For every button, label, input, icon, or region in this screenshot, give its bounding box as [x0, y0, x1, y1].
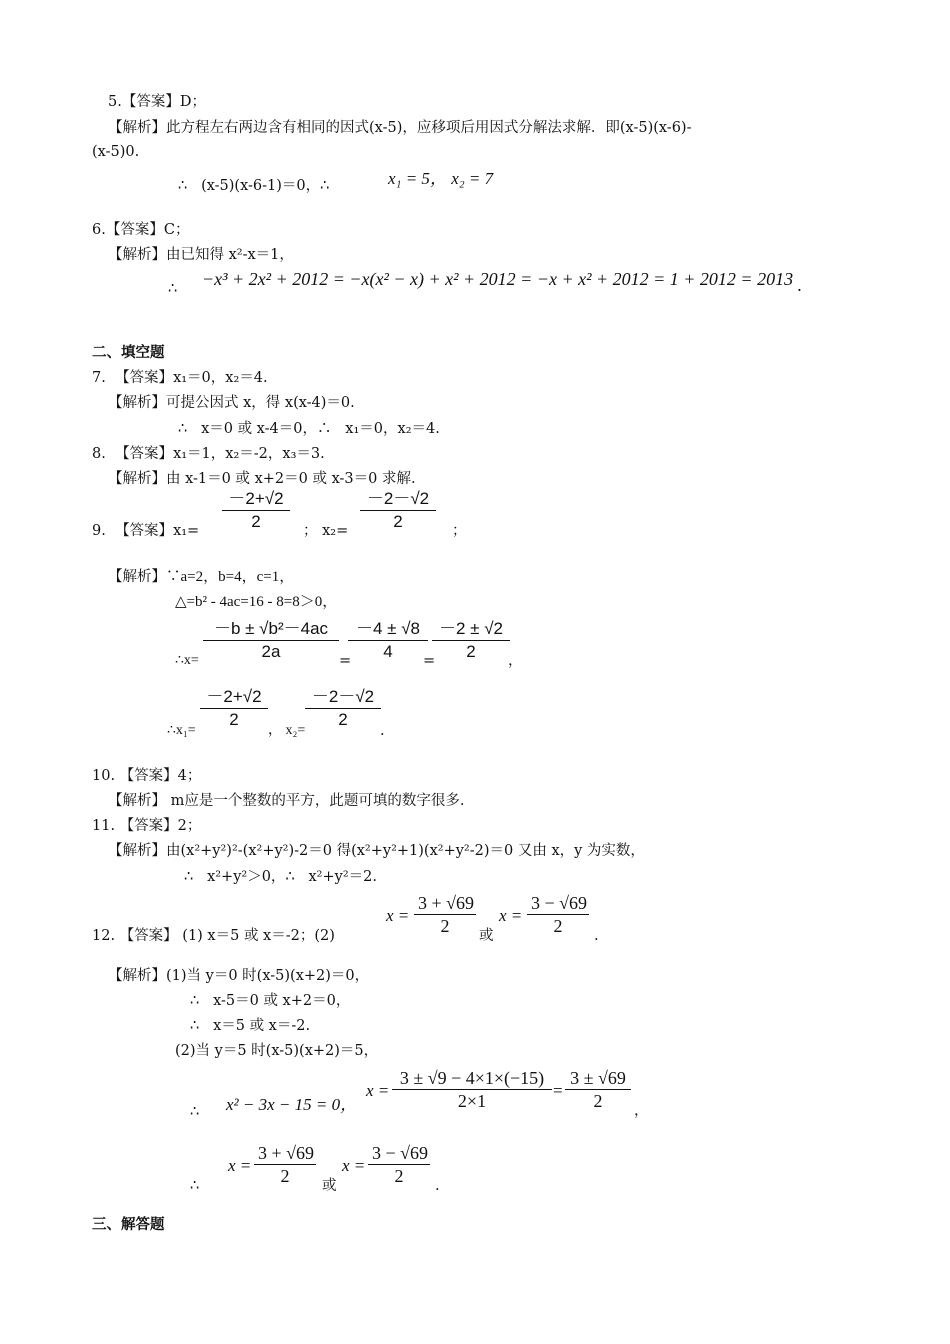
- because-symbol: ∵: [166, 569, 181, 585]
- expression: −x³ + 2x² + 2012 = −x(x² − x) + x² + 2012 = −x + x² + 2012 = 1 + 2012 = 2013: [202, 269, 794, 289]
- numerator: －2+√2: [200, 686, 268, 709]
- period: .: [380, 723, 385, 739]
- answer-label: 【答案】: [115, 523, 174, 539]
- answer-label: 【答案】: [115, 446, 174, 462]
- comma: ，: [634, 1103, 649, 1119]
- denominator: 2: [593, 1091, 603, 1111]
- therefore-symbol: ∴: [190, 1018, 200, 1034]
- equals: =: [339, 653, 352, 669]
- q5-answer-line: [108, 93, 206, 111]
- answer-label: 【答案】: [119, 768, 178, 784]
- x-equals: x =: [342, 1156, 366, 1175]
- q6-answer-line: [92, 221, 189, 239]
- q9-x2: [303, 522, 348, 540]
- separator: ；: [452, 523, 467, 539]
- result-text: x₁＝0，x₂＝4.: [345, 421, 440, 437]
- denominator: 2: [466, 642, 476, 661]
- section-heading-fill-blank: 二、填空题: [92, 345, 165, 361]
- q12-formula-fraction: [392, 1067, 552, 1112]
- q5-roots: [388, 170, 493, 188]
- q6-analysis: [108, 246, 294, 264]
- answer-value: x₁＝1，x₂＝-2，x₃＝3.: [173, 446, 325, 462]
- analysis-text: 此方程左右两边含有相同的因式(x-5)，应移项后用因式分解法求解．即(x-5)(x-6)-: [166, 120, 692, 136]
- x-label: ∴x=: [175, 653, 199, 668]
- answer-label: 【答案】: [121, 94, 180, 110]
- comma: ，: [340, 1095, 358, 1114]
- answer-value: C；: [163, 222, 190, 238]
- result-text: x²+y²＝2.: [308, 869, 377, 885]
- analysis-label: 【解析】: [108, 968, 166, 984]
- q6-expression: [202, 269, 803, 295]
- q9-result-x1-fraction: [200, 686, 268, 731]
- answer-value: 4；: [177, 768, 202, 784]
- denominator: 2: [229, 710, 239, 729]
- question-number: 5.: [108, 94, 122, 110]
- q12-step-2: [190, 1017, 310, 1035]
- answer-value: 2；: [177, 818, 202, 834]
- q5-analysis-cont: (x-5)0.: [92, 144, 140, 160]
- analysis-label: 【解析】: [108, 569, 166, 585]
- x2-label: x₂=: [322, 523, 349, 539]
- q12-minus-fraction: [527, 892, 589, 937]
- analysis-label: 【解析】: [108, 843, 166, 859]
- q8-analysis: [108, 470, 416, 488]
- denominator: 2: [440, 916, 450, 936]
- question-number: 6.: [92, 222, 106, 238]
- analysis-text: a=2，b=4，c=1，: [180, 569, 295, 585]
- period: .: [797, 275, 803, 295]
- x-equals: x =: [366, 1081, 390, 1100]
- equals: =: [553, 1081, 563, 1100]
- step-text: x＝0 或 x-4＝0，: [201, 421, 317, 437]
- analysis-label: 【解析】: [108, 120, 166, 136]
- answer-value: (1) x＝5 或 x＝-2；(2): [182, 928, 335, 944]
- analysis-text: 由(x²+y²)²-(x²+y²)-2＝0 得(x²+y²+1)(x²+y²-2)＝0 又由 x，y 为实数，: [166, 843, 645, 859]
- therefore-symbol: ∴: [178, 178, 188, 194]
- question-number: 8.: [92, 446, 106, 462]
- x-equals: x =: [228, 1156, 252, 1175]
- q11-step: [184, 868, 377, 886]
- q9-result-x2-fraction: [305, 686, 381, 731]
- q9-x2-fraction: [360, 488, 436, 533]
- q7-analysis: [108, 394, 355, 412]
- fraction-sqrt2: [432, 618, 510, 663]
- analysis-label: 【解析】: [108, 395, 166, 411]
- answer-label: 【答案】: [119, 818, 178, 834]
- root-1: x₁ = 5: [388, 169, 430, 188]
- q5-analysis: [108, 119, 691, 137]
- numerator: 3 + √69: [254, 1142, 316, 1165]
- root-2: x₂ = 7: [451, 169, 494, 188]
- answer-value: x₁＝0，x₂＝4.: [173, 370, 268, 386]
- step-text: x-5＝0 或 x+2＝0，: [213, 993, 351, 1009]
- answer-label: 【答案】: [119, 928, 178, 944]
- q11-analysis: [108, 842, 645, 860]
- q8-answer-line: [92, 445, 325, 463]
- q7-step: [178, 420, 440, 438]
- numerator: －b ± √b²－4ac: [203, 618, 339, 641]
- comma: ，: [268, 723, 282, 738]
- q12-quadratic: [226, 1096, 357, 1114]
- q12-part2-text: (2)当 y＝5 时(x-5)(x+2)＝5，: [175, 1043, 379, 1059]
- section-heading-solve: 三、解答题: [92, 1217, 165, 1233]
- therefore-symbol: ∴: [184, 869, 194, 885]
- q9-answer-line: [92, 522, 199, 540]
- denominator: 2a: [261, 642, 281, 661]
- numerator: 3 − √69: [527, 892, 589, 915]
- numerator: －2 ± √2: [432, 618, 510, 641]
- therefore-symbol: ∴: [178, 421, 188, 437]
- therefore-symbol: ∴: [190, 993, 200, 1009]
- q5-step: [178, 177, 329, 195]
- or-text: 或: [479, 928, 494, 944]
- x-equals: x =: [386, 906, 410, 925]
- answer-label: 【答案】: [115, 370, 174, 386]
- analysis-text: 由已知得 x²-x＝1，: [166, 247, 294, 263]
- numerator: 3 − √69: [368, 1142, 430, 1165]
- therefore-symbol: ∴: [285, 869, 295, 885]
- question-number: 9.: [92, 523, 106, 539]
- analysis-label: 【解析】: [108, 471, 166, 487]
- q10-answer-line: [92, 767, 201, 785]
- analysis-text: 由 x-1＝0 或 x+2＝0 或 x-3＝0 求解.: [166, 471, 416, 487]
- comma: ，: [429, 169, 447, 188]
- analysis-label: 【解析】: [108, 247, 166, 263]
- q12-pm-fraction: [565, 1067, 631, 1112]
- x2-label: x₂=: [285, 723, 306, 738]
- therefore-symbol: ∴: [190, 1178, 200, 1194]
- q9-delta: △=b² - 4ac=16 - 8=8＞0，: [175, 594, 338, 610]
- therefore-symbol: ∴: [168, 281, 178, 297]
- therefore-symbol: ∴: [316, 421, 332, 437]
- quadratic-formula-fraction: [203, 618, 339, 663]
- equation: x² − 3x − 15 = 0: [226, 1095, 341, 1114]
- question-number: 11.: [92, 818, 116, 834]
- answer-value: D；: [179, 94, 206, 110]
- step-text: (x-5)(x-6-1)＝0，: [201, 178, 321, 194]
- q10-analysis: [108, 792, 464, 810]
- question-number: 7.: [92, 370, 106, 386]
- q9-result-x2-label: [268, 722, 305, 740]
- x1-label: x₁=: [173, 523, 200, 539]
- period: .: [594, 928, 599, 944]
- separator: ；: [303, 523, 318, 539]
- q7-answer-line: [92, 369, 268, 387]
- therefore-symbol: ∴: [320, 178, 330, 194]
- denominator: 2: [553, 916, 563, 936]
- analysis-text: (1)当 y＝0 时(x-5)(x+2)＝0，: [166, 968, 370, 984]
- or-text: 或: [322, 1178, 337, 1194]
- q12-answer-line: [92, 927, 335, 945]
- q12-result-minus-fraction: [368, 1142, 430, 1187]
- denominator: 2: [338, 710, 348, 729]
- numerator: 3 ± √69: [565, 1067, 631, 1090]
- question-number: 10.: [92, 768, 116, 784]
- numerator: －2－√2: [360, 488, 436, 511]
- therefore-symbol: ∴: [190, 1104, 200, 1120]
- period: .: [435, 1178, 440, 1194]
- numerator: 3 ± √9 − 4×1×(−15): [392, 1067, 552, 1090]
- denominator: 2: [251, 512, 261, 531]
- q12-analysis: [108, 967, 369, 985]
- numerator: 3 + √69: [414, 892, 476, 915]
- x1-label: ∴x₁=: [167, 723, 196, 738]
- comma: ，: [508, 653, 523, 669]
- denominator: 2×1: [457, 1091, 487, 1111]
- q9-analysis: [108, 568, 294, 586]
- equals: =: [423, 653, 436, 669]
- step-text: x＝5 或 x＝-2.: [213, 1018, 311, 1034]
- q12-plus-fraction: [414, 892, 476, 937]
- analysis-text: 可提公因式 x，得 x(x-4)＝0.: [166, 395, 355, 411]
- q12-step-1: [190, 992, 350, 1010]
- x-equals: x =: [499, 906, 523, 925]
- denominator: 2: [394, 1166, 404, 1186]
- fraction-sqrt8: [348, 618, 428, 663]
- denominator: 4: [383, 642, 393, 661]
- analysis-text: m应是一个整数的平方，此题可填的数字很多.: [170, 793, 465, 809]
- q11-answer-line: [92, 817, 201, 835]
- step-text: x²+y²＞0，: [207, 869, 286, 885]
- analysis-label: 【解析】: [108, 793, 166, 809]
- denominator: 2: [393, 512, 403, 531]
- q9-x1-fraction: [222, 488, 290, 533]
- answer-label: 【答案】: [105, 222, 164, 238]
- numerator: －2+√2: [222, 488, 290, 511]
- q12-result-plus-fraction: [254, 1142, 316, 1187]
- numerator: －2－√2: [305, 686, 381, 709]
- question-number: 12.: [92, 928, 116, 944]
- denominator: 2: [280, 1166, 290, 1186]
- numerator: －4 ± √8: [348, 618, 428, 641]
